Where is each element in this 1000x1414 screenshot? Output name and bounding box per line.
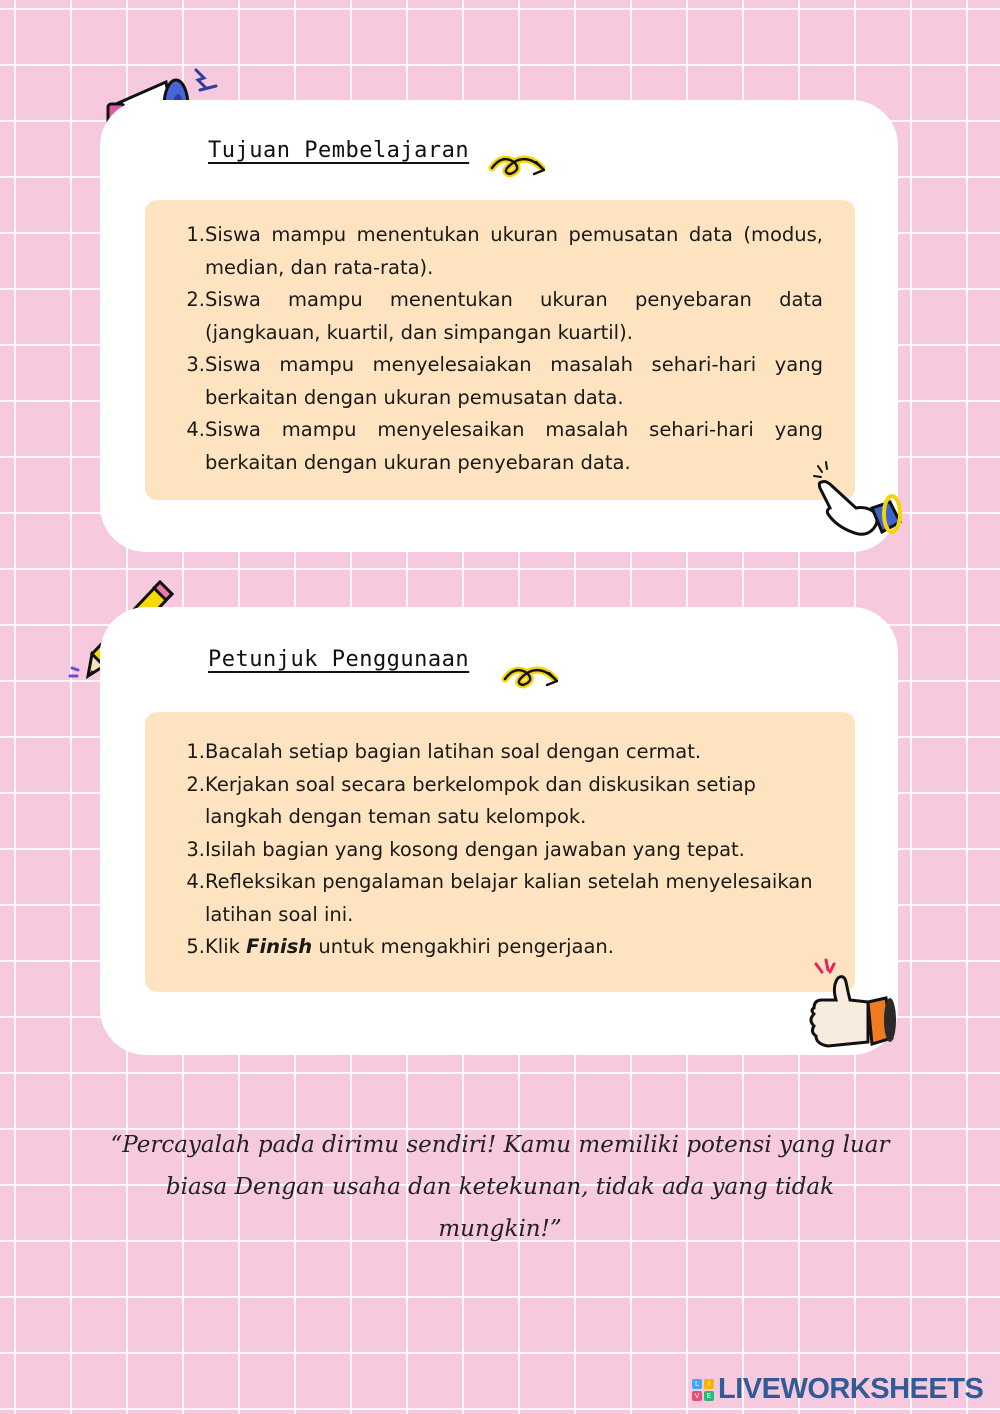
learning-objectives-panel [145,200,855,500]
thumbs-up-icon [806,956,902,1056]
learning-objectives-list [165,219,823,479]
list-item: 2. Siswa mampu menentukan ukuran penyebaran data (jangkauan, kuartil, dan simpangan kuartil). [186,288,823,344]
usage-instructions-heading: Petunjuk Penggunaan [208,647,470,672]
list-item: 4. Siswa mampu menyelesaikan masalah sehari-hari yang berkaitan dengan ukuran penyebaran data. [186,418,823,474]
liveworksheets-logo [692,1373,983,1406]
list-item: 1. Bacalah setiap bagian latihan soal dengan cermat. [186,740,702,763]
learning-objectives-card [100,100,898,552]
list-item: 1. Siswa mampu menentukan ukuran pemusatan data (modus, median, dan rata-rata). [186,223,823,279]
liveworksheets-wordmark: LIVEWORKSHEETS [718,1373,984,1405]
list-item: 5. Klik Finish untuk mengakhiri pengerjaan. [186,935,614,958]
arrow-squiggle-icon [488,148,550,188]
pointing-hand-icon [812,458,908,554]
learning-objectives-heading: Tujuan Pembelajaran [208,138,470,163]
usage-instructions-panel [145,712,855,992]
liveworksheets-mark-icon: L I V E [692,1379,714,1401]
finish-emphasis: Finish [246,935,313,958]
list-item: 3. Isilah bagian yang kosong dengan jawaban yang tepat. [186,837,745,861]
list-item: 3. Siswa mampu menyelesaiakan masalah sehari-hari yang berkaitan dengan ukuran pemusatan data. [186,353,823,409]
motivational-quote: “Percayalah pada dirimu sendiri! Kamu memiliki potensi yang luar biasa Dengan usaha dan ketekunan, tidak ada yang tidak mungkin!” [110,1132,890,1242]
usage-instructions-list [165,736,825,964]
arrow-squiggle-icon [500,659,564,699]
list-item: 2. Kerjakan soal secara berkelompok dan diskusikan setiap langkah dengan teman satu kelompok. [186,772,756,828]
usage-instructions-card [100,607,898,1055]
list-item: 4. Refleksikan pengalaman belajar kalian setelah menyelesaikan latihan soal ini. [186,870,813,926]
